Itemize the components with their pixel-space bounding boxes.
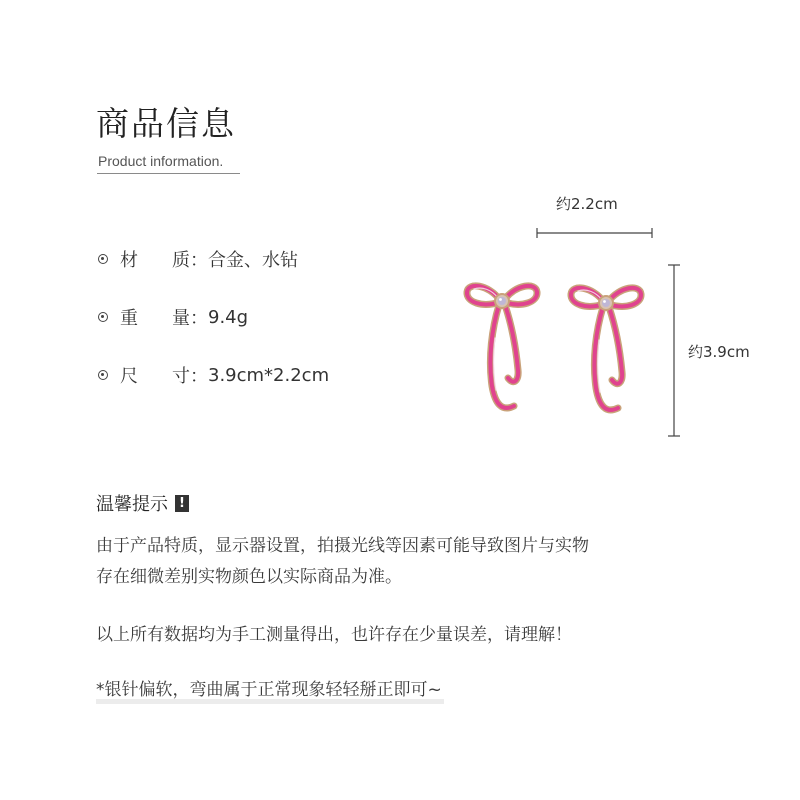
earring-left <box>467 286 537 408</box>
spec-label-first: 尺 <box>120 366 138 387</box>
spec-label-second: 量： <box>172 308 208 329</box>
page-title: 商品信息 <box>96 104 236 143</box>
notice-line-4: *银针偏软，弯曲属于正常现象轻轻掰正即可~ <box>96 680 442 700</box>
width-dimension-line <box>537 228 652 238</box>
height-label: 约3.9cm <box>688 343 750 361</box>
notice-line-1: 由于产品特质，显示器设置，拍摄光线等因素可能导致图片与实物 <box>96 536 589 556</box>
notice-line-2: 存在细微差别实物颜色以实际商品为准。 <box>96 567 402 587</box>
earring-right <box>571 288 641 410</box>
height-dimension-line <box>668 265 680 436</box>
spec-value: 3.9cm*2.2cm <box>208 364 330 386</box>
spec-value: 9.4g <box>208 306 249 328</box>
spec-label-first: 重 <box>120 308 138 329</box>
spec-value: 合金、水钻 <box>208 250 298 271</box>
exclamation-icon: ! <box>175 495 189 512</box>
spec-label-second: 质： <box>172 250 208 271</box>
notice-line-3: 以上所有数据均为手工测量得出，也许存在少量误差，请理解！ <box>96 625 572 645</box>
notice-title <box>96 490 189 516</box>
page-subtitle: Product information. <box>98 153 224 169</box>
notice-title-text: 温馨提示 <box>96 494 168 515</box>
spec-label-second: 寸： <box>172 366 208 387</box>
spec-label-first: 材 <box>120 250 138 271</box>
width-label: 约2.2cm <box>556 195 618 213</box>
